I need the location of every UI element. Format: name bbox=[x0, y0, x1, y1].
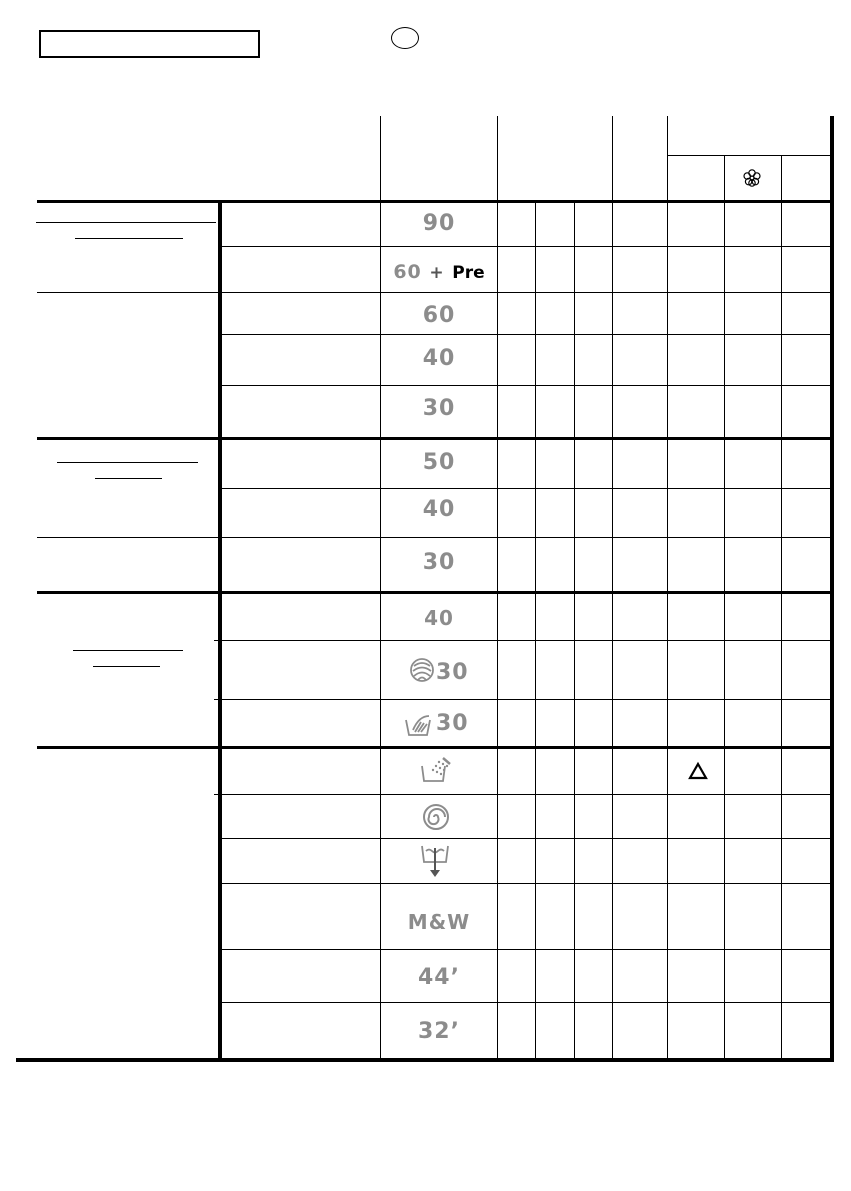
program-90-label: 90 bbox=[422, 211, 456, 236]
row-rule-9 bbox=[214, 794, 832, 795]
left-label-line-4 bbox=[95, 478, 162, 479]
triangle-icon bbox=[688, 761, 708, 781]
program-60-pre-temp: 60 bbox=[393, 261, 422, 283]
row-rule-6 bbox=[37, 537, 833, 538]
program-44 bbox=[382, 965, 496, 990]
program-30b-label: 30 bbox=[422, 550, 456, 575]
table-right-border bbox=[830, 116, 834, 1062]
group-rule-1 bbox=[37, 437, 833, 440]
left-label-line-5 bbox=[73, 650, 183, 651]
table-bottom-rule bbox=[16, 1058, 834, 1062]
row-rule-5 bbox=[222, 488, 832, 489]
col-sep-sub-4 bbox=[781, 155, 782, 1061]
program-60-pre-plus: + bbox=[429, 263, 445, 283]
program-wool-30 bbox=[436, 660, 472, 685]
spin-icon bbox=[421, 802, 451, 832]
program-wool-30-label: 30 bbox=[436, 660, 469, 685]
left-label-line-2 bbox=[75, 238, 183, 239]
col-sep-sub-2 bbox=[574, 201, 575, 1061]
header-label-box bbox=[39, 30, 260, 58]
program-40b-label: 40 bbox=[422, 497, 456, 522]
program-44-label: 44’ bbox=[418, 965, 460, 990]
program-mw bbox=[382, 910, 496, 934]
row-rule-2 bbox=[37, 292, 833, 293]
wool-icon bbox=[408, 656, 436, 684]
col-sep-left-thick bbox=[218, 201, 222, 1062]
program-40a-label: 40 bbox=[422, 346, 456, 371]
left-label-line-1 bbox=[36, 222, 216, 223]
program-50-label: 50 bbox=[422, 450, 456, 475]
program-60 bbox=[382, 303, 496, 328]
col-sep-temp-right bbox=[497, 116, 498, 1061]
drain-icon bbox=[418, 842, 452, 880]
hand-wash-icon bbox=[403, 710, 435, 738]
row-rule-11 bbox=[222, 883, 832, 884]
row-rule-1 bbox=[222, 246, 832, 247]
rinse-icon bbox=[419, 754, 453, 784]
program-50 bbox=[382, 450, 496, 475]
left-label-line-3 bbox=[57, 462, 198, 463]
program-mw-label: M&W bbox=[407, 910, 471, 934]
program-60-pre-suffix: Pre bbox=[452, 263, 485, 283]
program-40b bbox=[382, 497, 496, 522]
program-60-pre bbox=[382, 261, 496, 283]
group-rule-3 bbox=[37, 746, 833, 749]
left-label-line-6 bbox=[93, 666, 160, 667]
row-rule-8 bbox=[214, 699, 832, 700]
header-group-rule bbox=[667, 155, 832, 156]
program-40c bbox=[382, 606, 496, 630]
row-rule-12 bbox=[222, 949, 832, 950]
program-30a bbox=[382, 396, 496, 421]
col-sep-group-right bbox=[612, 116, 613, 1061]
group-rule-2 bbox=[37, 591, 833, 594]
header-bottom-rule bbox=[37, 200, 833, 203]
program-hand-wash-30 bbox=[436, 711, 472, 736]
program-90 bbox=[382, 211, 496, 236]
program-40a bbox=[382, 346, 496, 371]
col-sep-right-group bbox=[667, 116, 668, 1061]
row-rule-7 bbox=[214, 640, 832, 641]
program-30a-label: 30 bbox=[422, 396, 456, 421]
program-60-label: 60 bbox=[422, 303, 456, 328]
col-sep-sub-1 bbox=[535, 201, 536, 1061]
col-sep-sub-3 bbox=[724, 155, 725, 1061]
row-rule-3 bbox=[218, 334, 832, 335]
language-circle bbox=[391, 27, 419, 49]
col-sep-temp-left bbox=[380, 116, 381, 1061]
program-hand-wash-30-label: 30 bbox=[436, 711, 469, 736]
program-32 bbox=[382, 1019, 496, 1044]
row-rule-4 bbox=[222, 385, 832, 386]
row-rule-13 bbox=[222, 1002, 832, 1003]
program-30b bbox=[382, 550, 496, 575]
flower-icon bbox=[742, 168, 762, 188]
row-rule-10 bbox=[222, 838, 832, 839]
program-32-label: 32’ bbox=[418, 1019, 460, 1044]
program-40c-label: 40 bbox=[424, 606, 454, 630]
